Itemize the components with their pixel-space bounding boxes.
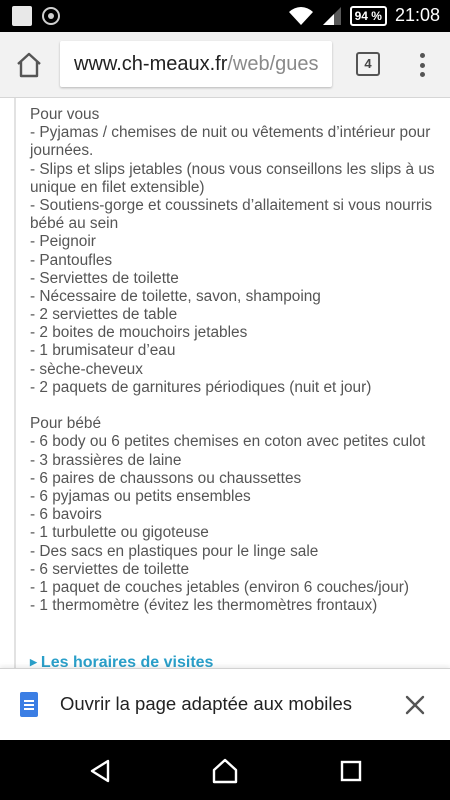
status-bar (0, 0, 450, 32)
signal-icon (322, 6, 342, 26)
page-content (0, 98, 450, 668)
menu-dot-icon (420, 63, 425, 68)
navigation-bar (0, 740, 450, 800)
back-triangle-icon (88, 758, 112, 784)
close-icon (403, 693, 427, 717)
visiting-hours-label: Les horaires de visites (40, 654, 214, 668)
list-line: - Nécessaire de toilette, savon, shampoing (30, 287, 321, 305)
list-line: - 1 paquet de couches jetables (environ 6 couches/jour) (30, 578, 410, 596)
square-recents-icon (340, 760, 362, 782)
list-line: - sèche-cheveux (30, 360, 143, 378)
url-path: /web/gues (227, 53, 319, 75)
list-line: - 3 brassières de laine (30, 451, 182, 469)
expand-triangle-icon: ▶ (30, 657, 37, 667)
home-icon (14, 50, 44, 80)
visiting-hours-link[interactable] (30, 654, 213, 668)
document-icon (20, 692, 38, 717)
list-line: - Serviettes de toilette (30, 269, 179, 287)
notification-sync-icon (42, 7, 60, 25)
mobile-version-banner-text[interactable]: Ouvrir la page adaptée aux mobiles (60, 693, 353, 714)
list-line: unique en filet extensible) (30, 178, 205, 196)
list-line: - 2 serviettes de table (30, 306, 178, 324)
list-line: - 6 paires de chaussons ou chaussettes (30, 469, 302, 487)
notification-app-icon (12, 6, 32, 26)
list-line: - 6 bavoirs (30, 506, 102, 524)
menu-dot-icon (420, 72, 425, 77)
list-line: - Pyjamas / chemises de nuit ou vêtements d’intérieur pour (30, 124, 431, 142)
back-button[interactable] (88, 758, 112, 789)
content-left-border (14, 98, 16, 668)
nav-home-button[interactable] (210, 756, 240, 791)
list-line: - Peignoir (30, 233, 96, 251)
browser-toolbar (0, 32, 450, 98)
list-line: - 1 brumisateur d’eau (30, 342, 176, 360)
menu-dot-icon (420, 53, 425, 58)
close-banner-button[interactable] (403, 693, 427, 717)
list-line: - 2 boites de mouchoirs jetables (30, 324, 248, 342)
url-bar[interactable] (60, 41, 332, 87)
list-line: - 1 thermomètre (évitez les thermomètres frontaux) (30, 597, 378, 615)
list-line: - 1 turbulette ou gigoteuse (30, 524, 209, 542)
home-button[interactable] (14, 50, 44, 80)
list-line: - Pantoufles (30, 251, 113, 269)
mobile-version-banner[interactable] (0, 668, 450, 740)
wifi-icon (288, 6, 314, 26)
overflow-menu-button[interactable] (412, 51, 432, 79)
list-line: Pour bébé (30, 415, 102, 433)
list-line: - 6 pyjamas ou petits ensembles (30, 487, 251, 505)
battery-indicator: 94 % (350, 6, 387, 26)
list-line: - 2 paquets de garnitures périodiques (nuit et jour) (30, 378, 372, 396)
list-line: - Slips et slips jetables (nous vous conseillons les slips à us (30, 160, 435, 178)
clock: 21:08 (394, 5, 440, 25)
tab-switcher-button[interactable]: 4 (356, 52, 380, 76)
list-line: - Soutiens-gorge et coussinets d’allaitement si vous nourris (30, 196, 433, 214)
list-line: Pour vous (30, 106, 100, 123)
url-host: www.ch-meaux.fr (74, 53, 228, 75)
packing-list (30, 106, 450, 615)
list-line: bébé au sein (30, 215, 119, 233)
list-line: journées. (30, 142, 94, 160)
circle-home-icon (210, 756, 240, 786)
paragraph-spacer (30, 397, 450, 415)
list-line: - 6 body ou 6 petites chemises en coton avec petites culot (30, 433, 426, 451)
list-line: - Des sacs en plastiques pour le linge sale (30, 542, 319, 560)
list-line: - 6 serviettes de toilette (30, 560, 190, 578)
recents-button[interactable] (340, 760, 362, 787)
